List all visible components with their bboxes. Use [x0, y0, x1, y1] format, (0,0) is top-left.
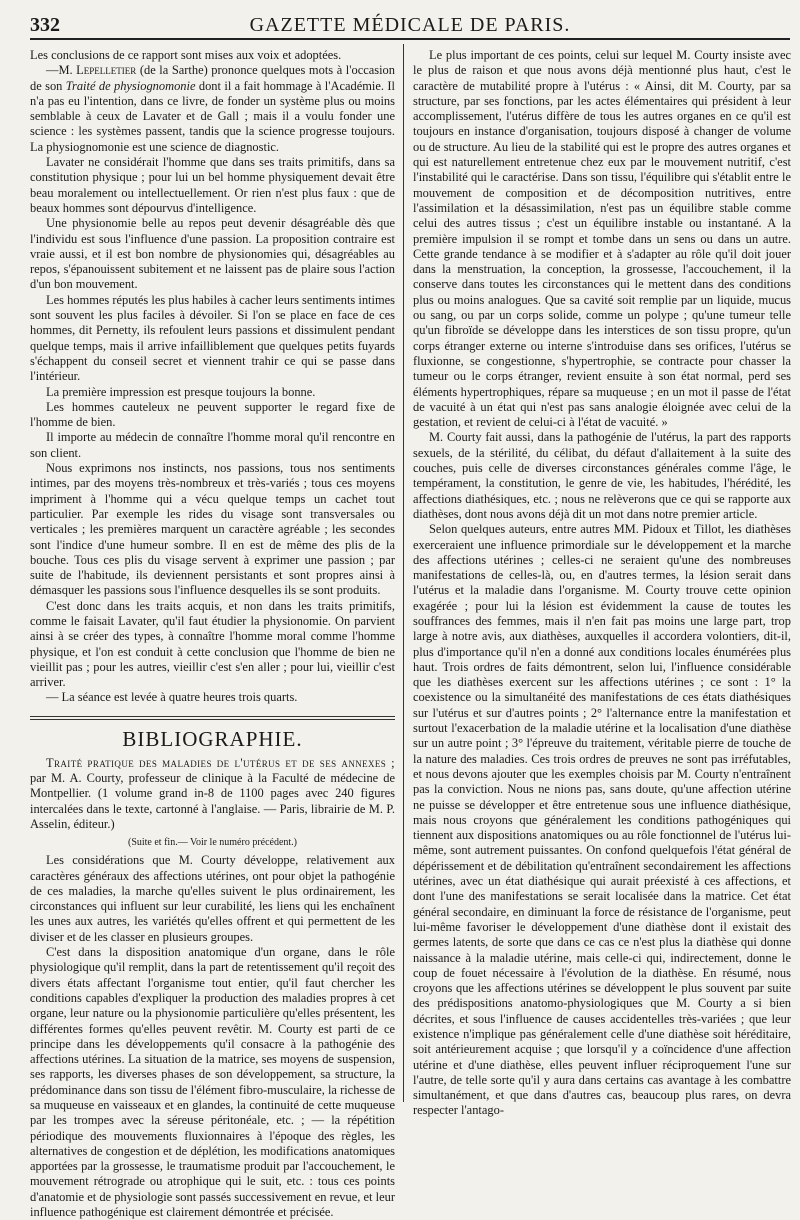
text-run: (de la Sarthe) prononce quelques mots à l'occasion de son — [30, 63, 395, 93]
column-divider — [403, 44, 404, 1102]
page-header — [30, 10, 790, 40]
right-column — [413, 48, 791, 1118]
entry-details: par M. A. Courty, professeur de clinique à la Faculté de médecine de Montpellier. (1 volume grand in-8 de 1100 pages avec 240 figures intercalées dans le texte, cartonné à l'anglaise. — Paris, librairie de M. P. Asselin, éditeur.) — [30, 771, 395, 831]
paragraph: Lavater ne considérait l'homme que dans ses traits primitifs, dans sa constitution physique ; pour lui un bel homme physiquement devait être beau moralement ou intellectuellement. Or rien n'est plus faux : que de beaux hommes sont dépourvus d'intelligence. — [30, 155, 395, 215]
paragraph: La première impression est presque toujours la bonne. — [46, 384, 316, 399]
paragraph: Les conclusions de ce rapport sont mises aux voix et adoptées. — [30, 48, 342, 62]
page-number: 332 — [30, 14, 60, 36]
paragraph: Les hommes réputés les plus habiles à cacher leurs sentiments intimes sont souvent les plus faciles à dévoiler. Si l'on se place en face de ces hommes, dit Pernetty, ils refoulent leurs passions et dissimulent pendant quelque temps, mais il arrive infailliblement que quelques petits fuyards s'échappent du conseil secret et viennent trahir ce qui se passe dans l'intérieur. — [30, 292, 395, 384]
section-title: BIBLIOGRAPHIE. — [122, 726, 303, 751]
paragraph: Une physionomie belle au repos peut devenir désagréable dès que l'individu est sous l'influence d'une passion. La proposition contraire est vraie aussi, et il est bon nombre de physionomies qui, désagréables au repos, s'épanouissent subitement et ne laissent pas de plaire sous l'action d'un bon mouvement. — [30, 216, 395, 292]
paragraph: —M. Lepelletier (de la Sarthe) prononce quelques mots à l'occasion de son Traité de physiognomonie dont il a fait hommage à l'Académie. Il n'a pas eu l'intention, dans ce livre, de fonder un système plus ou moins semblable à ceux de Lavater et de Gall ; mais il a voulu fonder une science : les systèmes passent, tandis que la science progresse toujours. La physiognomonie est une science de diagnostic. — [30, 63, 395, 154]
text-run: dont il a fait hommage à l'Académie. Il n'a pas eu l'intention, dans ce livre, de fonder un système plus ou moins semblable à ceux de Lavater et de Gall ; mais il a voulu fonder une science : les systèmes passent, tandis que la science progresse toujours. La physiognomonie est une science de diagnostic. — [30, 78, 395, 154]
entry-title: Traité pratique des maladies de l'utérus et de ses annexes ; — [46, 755, 395, 770]
journal-title: GAZETTE MÉDICALE DE PARIS. — [249, 14, 571, 36]
paragraph: Les considérations que M. Courty développe, relativement aux caractères généraux des affections utérines, ont pour objet la pathogénie de ces maladies, la marche qu'elles suivent le plus ordinairement, les circonstances qui influent sur leur curabilité, les liens qui les enchaînent les unes aux autres, les variétés qu'elles offrent et qui permettent de les diviser et de les classer en plusieurs groupes. — [30, 853, 395, 944]
paragraph: — La séance est levée à quatre heures trois quarts. — [46, 690, 298, 705]
book-title: Traité de physiognomonie — [65, 78, 196, 93]
paragraph: Selon quelques auteurs, entre autres MM. Pidoux et Tillot, les diathèses exerceraient une influence primordiale sur le développement et la marche des affections utérines ; celles-ci ne seraient qu'une des nombreuses manifestations de celles-là, ou, en d'autres termes, la lésion serait dans l'utérus et la maladie dans l'organisme. M. Courty trouve cette opinion exagérée ; pour lui la lésion est évidemment la cause de toutes les souffrances des femmes, mais il n'en fait pas moins une large part, trop large à notre avis, aux diathèses, auxquelles il accordera volontiers, dit-il, plus d'importance qu'il n'en a donné aux conditions locales énumérées plus haut. Trois ordres de faits démontrent, selon lui, l'influence considérable que les diathèses exercent sur les affections utérines ; ce sont : 1° la coexistence ou la simultanéité des manifestations de ces états diathésiques sur l'utérus et sur d'autres points ; 2° l'alternance entre la manifestation et surtout l'exacerbation de la maladie utérine et la localisation d'une diathèse sur un autre point ; 3° l'épreuve du traitement, véritable pierre de touche de la nature des maladies. Ces trois ordres de preuves ne sont pas irréfutables, et nous devons ajouter que les exemples choisis par M. Courty n'entraînent pas la conviction. Nous ne nions pas, sans doute, qu'une affection utérine ne puisse se développer et être entretenue sous une influence diathésique, mais nous croyons que généralement les conditions pathogéniques qui tiennent aux dispositions anatomiques ou au rôle fonctionnel de l'utérus lui-même, sont autrement puissantes. On confond quelquefois l'état général de dépérissement et de débilitation qu'entraînent secondairement les affections utérines, avec un état diathésique qui aurait préexisté à ces affections, et dont l'une des manifestations se serait localisée dans la matrice. Cet état général secondaire, en diminuant la force de résistance de l'organisme, peut lui-même favoriser le développement d'une diathèse dont il existait des germes latents, de sorte que dans ce cas ce n'est plus la diathèse qui donne naissance à la maladie utérine, mais celle-ci qui, indirectement, donne le coup de fouet nécessaire à l'évolution de la diathèse. En résumé, nous croyons que les affections utérines se développent le plus souvent par suite des prédispositions anatomo-physiologiques que M. Courty a si bien décrites, et sous l'influence de causes accidentelles très-variées ; que leur existence n'implique pas généralement celle d'une diathèse soit héréditaire, soit antérieurement acquise ; que lorsqu'il y a coïncidence d'une affection utérine et d'une diathèse, elles peuvent influer réciproquement l'une sur l'autre, de telle sorte qu'il y aura dans certains cas avantage à les combattre simultanément, et que dans d'autres cas, beaucoup plus rares, on devra respecter l'antago- — [413, 522, 791, 1118]
bibliography-entry — [30, 756, 395, 832]
continuation-note: (Suite et fin.— Voir le numéro précédent.) — [127, 837, 298, 849]
paragraph: Les hommes cauteleux ne peuvent supporter le regard fixe de l'homme de bien. — [30, 399, 395, 430]
section-rule — [30, 716, 395, 720]
paragraph: Il importe au médecin de connaître l'homme moral qu'il rencontre en son client. — [30, 430, 395, 460]
paragraph: C'est dans la disposition anatomique d'un organe, dans le rôle physiologique qu'il remplit, dans la part de retentissement qu'il reçoit des divers états affectant l'organisme tout entier, qu'il faut chercher les conditions capables d'expliquer la production des maladies propres à cet organe, leur nature ou la physionomie particulière qu'elles présentent, les différentes formes qu'elles peuvent revêtir. M. Courty est parti de ce principe dans les développements qu'il consacre à la pathogénie des affections utérines. La situation de la matrice, ses moyens de suspension, ses rapports, les diverses phases de son développement, sa structure, la prédominance dans son tissu de l'élément fibro-musculaire, la richesse de sa muqueuse en vaisseaux et en glandes, la continuité de cette muqueuse par les trompes avec la séreuse péritonéale, etc. ; — la répétition périodique des mouvements fluxionnaires à l'époque des règles, les alternatives de congestion et de déplétion, les modifications anatomiques apportées par la grossesse, le traumatisme produit par l'accouchement, le mouvement rétrograde ou atrophique qui le suit, etc. : tous ces points d'anatomie et de physiologie sont passés successivement en revue, et leur influence pathogénique est clairement démontrée et précisée. — [30, 945, 395, 1220]
paragraph: M. Courty fait aussi, dans la pathogénie de l'utérus, la part des rapports sexuels, de la stérilité, du célibat, du défaut d'allaitement à la suite des couches, puis celle de diverses circonstances générales comme l'âge, le tempérament, la constitution, le genre de vie, les habitudes, l'hérédité, les affections diathésiques, etc. ; nous ne relèverons que ce qui se rapporte aux diathèses, dont nous avons déjà dit un mot dans notre premier article. — [413, 430, 791, 521]
paragraph: Le plus important de ces points, celui sur lequel M. Courty insiste avec le plus de raison et que nous avons déjà mentionné plus haut, c'est le caractère de mutabilité propre à l'utérus : « Ainsi, dit M. Courty, par sa structure, par ses fonctions, par les actes élémentaires qui président à leur accomplissement, l'utérus diffère de tous les autres organes en ce qu'il est toujours en instance d'organisation, toujours disposé à changer de volume ou de structure. Au lieu de la stabilité qui est le propre des autres organes et qui est naturellement entretenue chez eux par le mouvement nutritif, c'est l'instabilité qui le caractérise. Dans son tissu, l'équilibre qui s'établit entre le mouvement de composition et de décomposition nutritives, entre l'assimilation et la désassimilation, n'est pas un équilibre stable comme celui des autres tissus ; c'est un équilibre instable ou instantané. A la première impulsion il se rompt et tombe dans un sens ou dans un autre. Cette grande tendance à se modifier et à s'adapter au rôle qu'il doit jouer dans la menstruation, la conception, la grossesse, l'accouchement, il la conserve dans toutes les circonstances qui le mettent dans des conditions plus ou moins analogues. Que sa cavité soit remplie par un liquide, mucus ou sang, ou par un corps solide, comme un polype ; qu'une tumeur telle qu'un fibroïde se développe dans les interstices de son tissu propre, qu'un corps étranger externe ou interne s'introduise dans ses orifices, l'utérus se fluxionne, se congestionne, s'hypertrophie, se contracte pour chasser la tumeur ou le corps étranger, revient ensuite à son état normal, perd ses éléments hypertrophiques, répare sa muqueuse ; en un mot il passe de l'état de vacuité à un état qui n'est pas sans analogie éloignée avec celui de la gestation, et revient de celui-ci à l'état de vacuité. » — [413, 48, 791, 430]
speaker-name: M. Lepelletier — [58, 63, 137, 78]
paragraph: C'est donc dans les traits acquis, et non dans les traits primitifs, comme le faisait Lavater, qu'il faut étudier la physionomie. On parvient ainsi à se créer des types, à connaître l'homme moral comme l'homme physique, et l'on est conduit à cette conclusion que l'homme de bien ne vieillit pas ; pour les autres, vieillir c'est s'en aller ; pour lui, vieillir c'est arriver. — [30, 598, 395, 690]
paragraph: Nous exprimons nos instincts, nos passions, tous nos sentiments intimes, par des moyens très-nombreux et très-variés ; tous ces moyens impriment à l'homme qui a vécu quelque temps un cachet tout particulier. Par exemple les rides du visage sont transversales ou verticales ; les premières marquent un caractère agréable ; les secondes sont l'indice d'une humeur sombre. Il en est de même des plis de la bouche. Tous ces plis du visage servent à exprimer une passion ; par suite de l'habitude, ils deviennent persistants et sont propres ainsi à démasquer les passions sous l'influence desquelles ils se sont produits. — [30, 461, 395, 598]
left-column — [30, 48, 395, 1220]
